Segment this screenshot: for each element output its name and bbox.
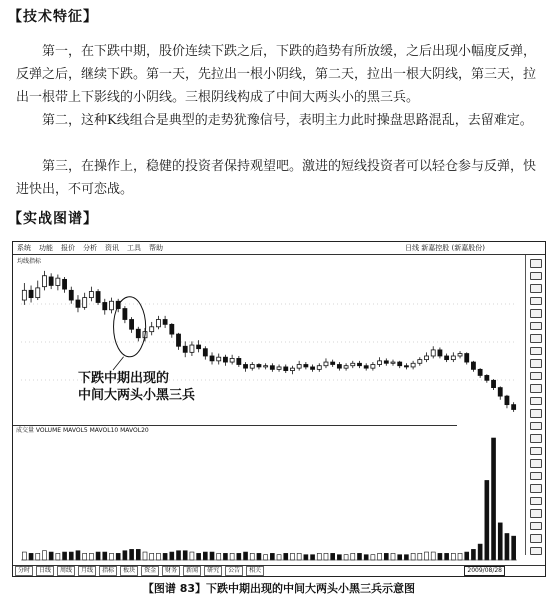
candle-body-down [492, 380, 496, 387]
date-box: 2009/08/28 [464, 566, 505, 576]
tab-monthly[interactable]: 月线 [78, 566, 96, 576]
candle-body-down [337, 364, 341, 368]
candle [223, 355, 227, 366]
candle-body-up [22, 290, 26, 300]
menu-item-function[interactable]: 功能 [39, 244, 53, 252]
volume-bar [471, 549, 475, 560]
toolbar-button[interactable] [530, 472, 542, 481]
annotation-pointer [113, 357, 124, 370]
volume-bar [223, 553, 227, 560]
volume-bar [344, 555, 348, 560]
candle-body-up [83, 298, 87, 308]
candle [130, 317, 134, 333]
candle-body-down [244, 364, 248, 368]
toolbar-button[interactable] [530, 547, 542, 556]
candle [337, 362, 341, 371]
tab-related[interactable]: 相关 [246, 566, 264, 576]
annotation-line-1: 下跌中期出现的 [78, 371, 170, 386]
candle [384, 358, 388, 365]
candle [364, 363, 368, 370]
volume-bar [512, 536, 516, 560]
candle-body-down [498, 388, 502, 397]
tab-notice[interactable]: 公告 [225, 566, 243, 576]
candle-body-down [364, 366, 368, 368]
volume-bar [203, 552, 207, 560]
volume-bar [458, 553, 462, 560]
candle [378, 357, 382, 367]
candle-body-down [63, 279, 67, 289]
candle-body-up [56, 278, 60, 285]
volume-bar [230, 553, 234, 560]
volume-bar [431, 552, 435, 560]
candle [96, 289, 100, 305]
candle-body-down [505, 396, 509, 405]
toolbar-button[interactable] [530, 509, 542, 518]
candle-body-up [230, 358, 234, 362]
candle [89, 287, 93, 302]
volume-bar [384, 553, 388, 560]
candle-body-down [311, 367, 315, 369]
candle [183, 341, 187, 357]
candle [317, 363, 321, 372]
volume-bar [331, 553, 335, 560]
candle [29, 285, 33, 302]
candle [431, 346, 435, 358]
candle-body-up [371, 364, 375, 368]
toolbar-button[interactable] [530, 522, 542, 531]
candle [324, 358, 328, 368]
candle-body-down [49, 277, 53, 286]
candle-body-down [465, 354, 469, 363]
volume-bar [391, 553, 395, 560]
candle [76, 295, 80, 312]
toolbar-button[interactable] [530, 484, 542, 493]
candle [471, 361, 475, 372]
candle [411, 361, 415, 370]
candle [512, 402, 516, 412]
menu-item-analysis[interactable]: 分析 [83, 244, 97, 252]
candle-body-up [391, 362, 395, 363]
candle-body-down [485, 375, 489, 380]
volume-bar [103, 552, 107, 560]
window-title: 日线 新嘉控股 (新嘉股份) [405, 244, 485, 252]
candle [357, 361, 361, 368]
candle [163, 316, 167, 328]
volume-bar [143, 552, 147, 560]
toolbar-button[interactable] [530, 384, 542, 393]
volume-bar [244, 552, 248, 560]
volume-bar [297, 553, 301, 560]
tab-finance[interactable]: 财务 [162, 566, 180, 576]
volume-bar [465, 552, 469, 560]
candle [445, 354, 449, 363]
candle-body-up [425, 356, 429, 360]
toolbar-button[interactable] [530, 284, 542, 293]
candle-body-down [438, 350, 442, 356]
candle-body-down [478, 369, 482, 375]
candle [311, 364, 315, 371]
volume-bar [418, 553, 422, 560]
menu-item-info[interactable]: 资讯 [105, 244, 119, 252]
volume-bar [404, 555, 408, 560]
candle [123, 306, 127, 323]
tab-indicator[interactable]: 指标 [99, 566, 117, 576]
volume-bar [371, 555, 375, 560]
toolbar-button[interactable] [530, 322, 542, 331]
candle-body-up [264, 366, 268, 367]
candle-body-up [150, 327, 154, 332]
volume-bar [150, 553, 154, 560]
chart-window [12, 241, 546, 577]
volume-bar [290, 553, 294, 560]
volume-bar [364, 555, 368, 560]
candle-body-up [317, 366, 321, 370]
candle-body-down [384, 361, 388, 363]
volume-bar [183, 551, 187, 560]
candle [264, 363, 268, 369]
tab-news[interactable]: 新闻 [183, 566, 201, 576]
candle [230, 355, 234, 365]
candle-body-down [284, 367, 288, 371]
volume-bar [197, 553, 201, 560]
candle-body-down [512, 405, 516, 410]
chart-heading: 【实战图谱】 [8, 211, 98, 227]
volume-bar [109, 553, 113, 560]
candle-body-down [237, 358, 241, 364]
candle-body-down [103, 302, 107, 309]
candle-body-up [297, 364, 301, 368]
volume-bar [505, 533, 509, 560]
volume-bar [485, 480, 489, 560]
volume-bar [425, 552, 429, 560]
volume-bar [36, 553, 40, 560]
volume-bar [29, 553, 33, 560]
volume-bar [217, 553, 221, 560]
candle [465, 352, 469, 364]
candle-body-up [250, 364, 254, 368]
candle-body-up [156, 320, 160, 327]
candle-body-up [411, 363, 415, 367]
candle [297, 361, 301, 371]
candle [83, 293, 87, 310]
candle [150, 322, 154, 335]
volume-bar [83, 553, 87, 560]
volume-bar [324, 553, 328, 560]
candle [136, 327, 140, 342]
candle-body-up [324, 362, 328, 366]
volume-bar [190, 552, 194, 560]
tab-weekly[interactable]: 周线 [57, 566, 75, 576]
candle [203, 346, 207, 359]
volume-bar [123, 551, 127, 560]
volume-bar [136, 549, 140, 560]
candle [331, 360, 335, 367]
candle-body-down [197, 345, 201, 349]
candle-body-down [123, 309, 127, 320]
volume-bar [378, 553, 382, 560]
volume-bar [304, 555, 308, 560]
volume-bar [130, 549, 134, 560]
volume-bar [210, 552, 214, 560]
toolbar-button[interactable] [530, 309, 542, 318]
candle-body-down [331, 362, 335, 364]
candle [250, 362, 254, 371]
candle-body-up [451, 356, 455, 360]
toolbar-button[interactable] [530, 297, 542, 306]
candle [244, 362, 248, 372]
candle [36, 281, 40, 300]
candle-body-down [357, 363, 361, 365]
candle [156, 316, 160, 329]
candle [63, 277, 67, 293]
candle [56, 275, 60, 291]
candle [270, 363, 274, 372]
candle-body-down [304, 364, 308, 366]
candle [277, 364, 281, 371]
tab-minute[interactable]: 分时 [15, 566, 33, 576]
candle [257, 363, 261, 369]
volume-bar [498, 523, 502, 560]
candle-body-down [398, 362, 402, 366]
candle [284, 364, 288, 373]
candlestick-chart [13, 242, 547, 578]
candle-body-up [351, 363, 355, 365]
volume-bar [69, 552, 73, 560]
candle [103, 299, 107, 315]
volume-bar [156, 553, 160, 560]
candle-body-up [190, 345, 194, 352]
candle [109, 298, 113, 314]
bottom-tabs [13, 565, 545, 576]
volume-bar [49, 552, 53, 560]
candle [49, 273, 53, 289]
candle [418, 357, 422, 366]
candle-body-down [257, 364, 261, 366]
candle [42, 271, 46, 290]
volume-bar [250, 553, 254, 560]
menu-item-quote[interactable]: 报价 [61, 244, 75, 252]
volume-bar [311, 555, 315, 560]
volume-bar [438, 553, 442, 560]
candle [492, 379, 496, 390]
menu-item-help[interactable]: 帮助 [149, 244, 163, 252]
candle [22, 283, 26, 305]
candle [458, 351, 462, 358]
right-toolbar [525, 255, 545, 555]
toolbar-button[interactable] [530, 497, 542, 506]
toolbar-button[interactable] [530, 259, 542, 268]
candle-body-down [163, 320, 167, 325]
volume-bar [284, 553, 288, 560]
volume-bar [163, 553, 167, 560]
toolbar-button[interactable] [530, 409, 542, 418]
tab-research[interactable]: 研究 [204, 566, 222, 576]
paragraph-3: 第三，在操作上，稳健的投资者保持观望吧。激进的短线投资者可以轻仓参与反弹，快进快出，不可恋战。 [16, 159, 537, 197]
toolbar-button[interactable] [530, 347, 542, 356]
candle [190, 341, 194, 356]
toolbar-button[interactable] [530, 397, 542, 406]
volume-bar [89, 553, 93, 560]
candle [210, 352, 214, 364]
volume-bar [42, 551, 46, 560]
candle [290, 366, 294, 375]
volume-bar [478, 544, 482, 560]
volume-bar [492, 438, 496, 560]
candle-body-up [378, 361, 382, 365]
candle-body-down [170, 324, 174, 334]
volume-bar [317, 553, 321, 560]
candle-body-up [36, 288, 40, 298]
volume-bar [63, 552, 67, 560]
candle [398, 361, 402, 368]
pattern-annotation [78, 370, 195, 404]
candle-body-down [177, 334, 181, 346]
volume-bar [337, 555, 341, 560]
candle [170, 323, 174, 338]
volume-bar [411, 553, 415, 560]
candle-body-down [404, 366, 408, 367]
candle-body-up [89, 292, 93, 298]
candle [485, 374, 489, 383]
toolbar-button[interactable] [530, 422, 542, 431]
candle-body-up [217, 357, 221, 361]
candle [404, 363, 408, 369]
volume-bar [22, 552, 26, 560]
tab-fund[interactable]: 资金 [141, 566, 159, 576]
volume-bar [116, 553, 120, 560]
candle [498, 386, 502, 399]
volume-bar [445, 553, 449, 560]
toolbar-button[interactable] [530, 334, 542, 343]
candle-body-down [96, 292, 100, 303]
candle [177, 333, 181, 350]
menu-item-tools[interactable]: 工具 [127, 244, 141, 252]
paragraph-2: 第二，这种K线组合是典型的走势犹豫信号，表明主力此时操盘思路混乱，去留难定。 [42, 113, 533, 128]
volume-bar [451, 553, 455, 560]
candle-body-up [42, 276, 46, 287]
volume-bar [257, 553, 261, 560]
candle [505, 395, 509, 408]
volume-bar [264, 555, 268, 560]
toolbar-button[interactable] [530, 372, 542, 381]
volume-bar [398, 555, 402, 560]
toolbar-button[interactable] [530, 359, 542, 368]
toolbar-button[interactable] [530, 272, 542, 281]
features-heading: 【技术特征】 [8, 9, 98, 25]
candle-body-down [471, 362, 475, 369]
candle [217, 354, 221, 365]
volume-bar [357, 553, 361, 560]
volume-bar [170, 552, 174, 560]
candle [304, 362, 308, 369]
candle-body-down [183, 346, 187, 352]
candle [351, 361, 355, 368]
tab-sector[interactable]: 板块 [120, 566, 138, 576]
candle-body-up [290, 368, 294, 370]
paragraph-1: 第一，在下跌中期，股价连续下跌之后，下跌的趋势有所放缓，之后出现小幅度反弹，反弹之后，继续下跌。第一天，先拉出一根小阴线，第二天，拉出一根大阴线，第三天，拉出一根带上下影线的小阴线。三根阴线构成了中间大两头小的黑三兵。 [16, 44, 537, 105]
volume-bar [351, 553, 355, 560]
candle [451, 352, 455, 362]
candle-body-up [418, 360, 422, 364]
menu-item-system[interactable]: 系统 [17, 244, 31, 252]
volume-bar [270, 553, 274, 560]
candle [438, 347, 442, 358]
candle-body-down [136, 329, 140, 338]
volume-bar [237, 553, 241, 560]
candle [478, 368, 482, 378]
candle-body-up [458, 354, 462, 356]
candle-body-down [203, 349, 207, 356]
candle [371, 362, 375, 371]
toolbar-button[interactable] [530, 434, 542, 443]
volume-bar [76, 551, 80, 560]
candle-body-down [210, 356, 214, 361]
candle-body-down [445, 356, 449, 360]
candle-body-up [109, 301, 113, 310]
candle [425, 352, 429, 362]
volume-bar [96, 552, 100, 560]
candle-body-down [223, 357, 227, 362]
tab-daily[interactable]: 日线 [36, 566, 54, 576]
toolbar-button[interactable] [530, 447, 542, 456]
candle-body-up [277, 367, 281, 369]
volume-info: 成交量 VOLUME MAVOL5 MAVOL10 MAVOL20 [13, 425, 457, 435]
volume-bar [56, 553, 60, 560]
toolbar-button[interactable] [530, 459, 542, 468]
candle-body-down [270, 366, 274, 370]
candle [344, 363, 348, 370]
toolbar-button[interactable] [530, 534, 542, 543]
candle-body-down [76, 300, 80, 307]
candle-body-up [344, 366, 348, 368]
candle-body-down [130, 320, 134, 330]
volume-bar [177, 551, 181, 560]
candle-body-down [29, 290, 33, 297]
volume-bar [277, 555, 281, 560]
candle-body-down [69, 290, 73, 300]
annotation-line-2: 中间大两头小黑三兵 [78, 388, 196, 403]
candle [237, 356, 241, 367]
figure-caption: 【图谱 83】下跌中期出现的中间大两头小黑三兵示意图 [142, 582, 416, 595]
candle [391, 360, 395, 366]
candle [69, 287, 73, 304]
candle-body-up [431, 350, 435, 356]
price-info: 均线指标 [17, 258, 42, 265]
